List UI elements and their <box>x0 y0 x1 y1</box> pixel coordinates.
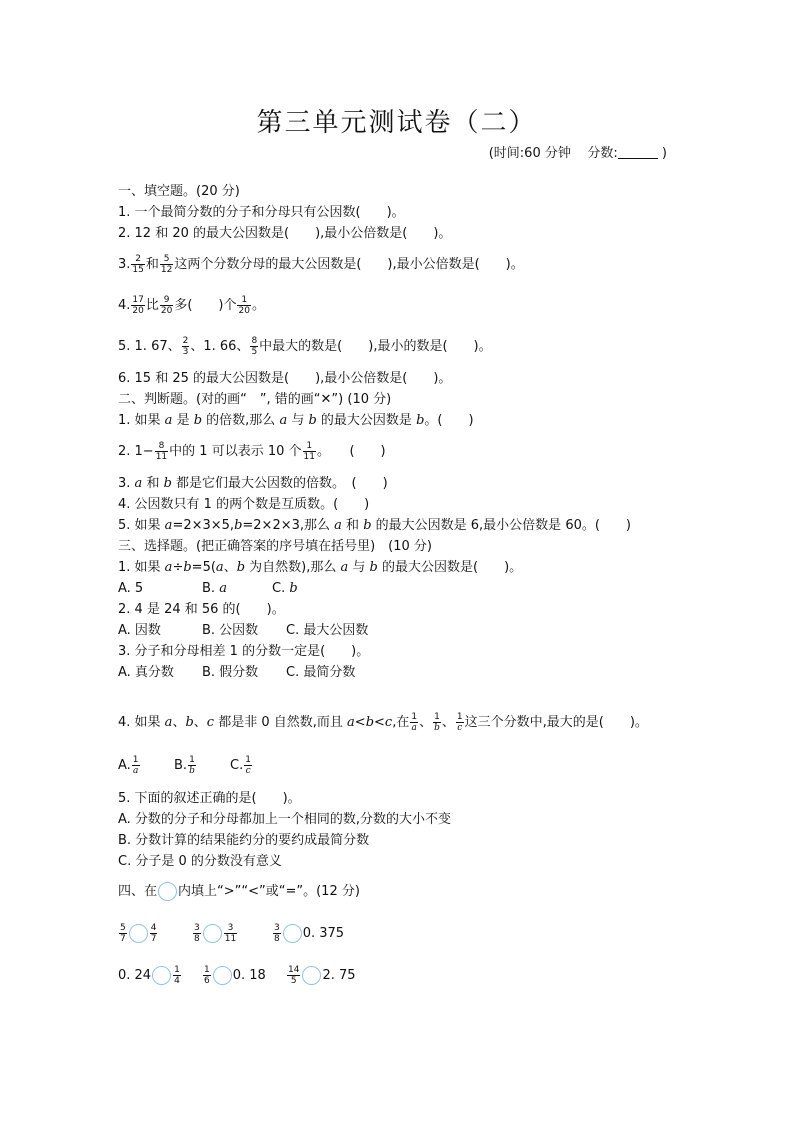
text-segment: ,在 <box>392 715 410 730</box>
denominator: a <box>132 766 139 776</box>
fraction <box>273 923 281 944</box>
text-segment: B. <box>202 581 220 596</box>
numerator: 4 <box>150 923 157 933</box>
option-a: A. 5 <box>118 581 144 596</box>
text-segment: 四、在 <box>118 884 158 899</box>
fraction <box>433 712 441 733</box>
s1-q3 <box>118 251 524 279</box>
denominator: 7 <box>120 934 126 944</box>
variable: b <box>363 518 372 533</box>
numerator: 1 <box>456 712 463 722</box>
denominator: 20 <box>132 306 144 316</box>
text-segment: 3. <box>118 476 135 491</box>
section-2-heading: 二、判断题。(对的画“ ”, 错的画“✕”) (10 分) <box>118 392 392 407</box>
denominator: 8 <box>194 934 200 944</box>
fraction <box>150 923 158 944</box>
option-a: A. 真分数 <box>118 665 174 680</box>
option-a <box>118 752 174 780</box>
text-segment: 0. 24 <box>118 968 152 983</box>
page-title: 第三单元测试卷（二） <box>256 108 537 138</box>
numerator: 2 <box>131 254 144 265</box>
text-segment: 、1. 66、 <box>190 339 250 354</box>
variable: a <box>164 413 173 428</box>
variable: b <box>289 581 298 596</box>
fraction <box>203 965 211 986</box>
option-b <box>202 580 272 598</box>
numerator: 1 <box>204 965 210 975</box>
compare-item <box>272 920 344 948</box>
answer-circle[interactable] <box>129 924 148 943</box>
text-segment: 中的 1 可以表示 10 个 <box>169 444 302 459</box>
text-segment: 的倍数,那么 <box>202 413 280 428</box>
s3-q4-options <box>118 752 253 780</box>
text-segment: =2×2×3,那么 <box>242 518 335 533</box>
text-segment: 4. 如果 <box>118 715 165 730</box>
compare-circle-icon <box>158 882 177 901</box>
fraction <box>173 965 181 986</box>
s4-row-2 <box>118 962 356 990</box>
denominator: 8 <box>274 934 280 944</box>
variable: a <box>164 560 173 575</box>
denominator: 11 <box>303 452 315 462</box>
numerator: 3 <box>274 923 280 933</box>
s3-q5: 5. 下面的叙述正确的是( )。 <box>118 791 301 806</box>
variable: b <box>183 560 192 575</box>
text-segment: 2. 1− <box>118 444 154 459</box>
text-segment: 这三个分数中,最大的是( )。 <box>464 715 648 730</box>
answer-circle[interactable] <box>302 966 321 985</box>
text-segment: 的最大公因数是 6,最小公倍数是 60。( ) <box>371 518 632 533</box>
fraction <box>160 254 173 275</box>
denominator: 6 <box>204 976 210 986</box>
text-segment: 1. 如果 <box>118 560 165 575</box>
fraction <box>132 755 140 776</box>
fraction <box>287 965 300 986</box>
numerator: 5 <box>160 254 173 265</box>
text-segment: 0. 18 <box>232 968 266 983</box>
option-b: B. 假分数 <box>202 665 259 680</box>
score-blank <box>618 146 658 159</box>
text-segment: 。 <box>251 298 265 313</box>
exam-meta <box>489 142 667 161</box>
fraction <box>193 923 201 944</box>
variable: b <box>365 715 375 730</box>
denominator: 20 <box>238 306 250 316</box>
denominator: c <box>457 723 463 733</box>
s3-q3-options <box>118 664 355 682</box>
text-segment: 、 <box>172 715 186 730</box>
s2-q1 <box>118 412 474 430</box>
numerator: 2 <box>182 336 189 346</box>
variable: b <box>193 413 203 428</box>
compare-item <box>202 962 286 990</box>
numerator: 5 <box>120 923 126 933</box>
variable: a <box>164 518 173 533</box>
text-segment: < <box>354 715 366 730</box>
text-segment: 是 <box>172 413 194 428</box>
text-segment: =2×3×5, <box>172 518 235 533</box>
numerator: 1 <box>303 441 316 452</box>
numerator: 1 <box>245 755 251 765</box>
text-segment: 的最大公因数是( )。 <box>377 560 523 575</box>
fraction <box>224 923 237 944</box>
fraction <box>119 923 127 944</box>
answer-circle[interactable] <box>283 924 302 943</box>
option-b: B. 公因数 <box>202 623 259 638</box>
answer-circle[interactable] <box>152 966 171 985</box>
text-segment: ) <box>661 146 667 161</box>
s3-q3: 3. 分子和分母相差 1 的分数一定是( )。 <box>118 644 370 659</box>
text-segment: 都是它们最大公因数的倍数。 ( ) <box>171 476 388 491</box>
fraction <box>155 441 168 462</box>
variable: a <box>347 715 355 730</box>
text-segment: < <box>374 715 385 730</box>
option-c: C. 最大公因数 <box>286 623 369 638</box>
score-label: 分数: <box>587 146 618 161</box>
denominator: 3 <box>182 347 189 357</box>
text-segment: 0. 375 <box>302 926 345 941</box>
variable: b <box>416 413 425 428</box>
denominator: 7 <box>150 934 157 944</box>
s1-q2: 2. 12 和 20 的最大公因数是( ),最小公倍数是( )。 <box>118 226 452 241</box>
s2-q4: 4. 公因数只有 1 的两个数是互质数。( ) <box>118 497 370 512</box>
denominator: 11 <box>155 452 168 462</box>
variable: a <box>334 518 342 533</box>
compare-item <box>286 962 356 990</box>
s1-q6: 6. 15 和 25 的最大公因数是( ),最小公倍数是( )。 <box>118 371 452 386</box>
variable: b <box>163 476 172 491</box>
variable: b <box>234 518 243 533</box>
text-segment: ÷ <box>172 560 184 575</box>
s1-q4 <box>118 292 265 320</box>
fraction <box>250 336 258 357</box>
text-segment: 5. 如果 <box>118 518 165 533</box>
denominator: 12 <box>160 265 173 275</box>
variable: b <box>236 560 246 575</box>
text-segment: 中最大的数是( ),最小的数是( )。 <box>259 339 492 354</box>
numerator: 1 <box>237 295 250 306</box>
variable: b <box>369 560 378 575</box>
s1-q5 <box>118 333 492 361</box>
s4-row-1 <box>118 920 344 948</box>
fraction <box>456 712 464 733</box>
fraction <box>182 336 190 357</box>
s2-q2 <box>118 438 386 466</box>
text-segment: 。 ( ) <box>316 444 386 459</box>
text-segment: 1. 如果 <box>118 413 165 428</box>
denominator: 4 <box>174 976 180 986</box>
variable: a <box>219 581 227 596</box>
text-segment: C. <box>230 758 244 773</box>
s3-q5-option-c: C. 分子是 0 的分数没有意义 <box>118 854 282 869</box>
text-segment: 和 <box>145 257 159 272</box>
fraction <box>410 712 418 733</box>
variable: a <box>279 413 288 428</box>
denominator: 5 <box>251 347 258 357</box>
text-segment: A. <box>118 758 131 773</box>
variable: b <box>185 715 194 730</box>
text-segment: 、 <box>419 715 433 730</box>
option-c <box>272 580 298 598</box>
variable: c <box>206 715 215 730</box>
variable: b <box>308 413 317 428</box>
text-segment: 比 <box>145 298 159 313</box>
fraction <box>131 254 144 275</box>
numerator: 1 <box>189 755 195 765</box>
text-segment: 、 <box>193 715 207 730</box>
numerator: 9 <box>160 295 173 306</box>
text-segment: 多( )个 <box>174 298 237 313</box>
text-segment: 与 <box>348 560 370 575</box>
numerator: 1 <box>411 712 418 722</box>
denominator: b <box>189 766 195 776</box>
numerator: 14 <box>288 965 300 975</box>
denominator: 15 <box>132 265 144 275</box>
variable: a <box>340 560 349 575</box>
section-3-heading: 三、选择题。(把正确答案的序号填在括号里) (10 分) <box>118 539 432 554</box>
fraction <box>244 755 252 776</box>
s2-q3 <box>118 475 388 493</box>
numerator: 8 <box>251 336 258 346</box>
section-4-heading <box>118 878 360 906</box>
denominator: c <box>245 766 251 776</box>
time-label: (时间:60 分钟 <box>488 146 571 161</box>
numerator: 17 <box>132 295 144 305</box>
denominator: 20 <box>160 306 173 316</box>
text-segment: 5. 1. 67、 <box>118 339 181 354</box>
option-a: A. 因数 <box>118 623 161 638</box>
denominator: 5 <box>290 976 297 986</box>
section-1-heading: 一、填空题。(20 分) <box>118 184 240 199</box>
fraction <box>303 441 316 462</box>
text-segment: B. <box>174 758 188 773</box>
denominator: b <box>434 723 440 733</box>
numerator: 3 <box>194 923 200 933</box>
variable: c <box>384 715 393 730</box>
answer-circle[interactable] <box>203 924 222 943</box>
text-segment: 2. 75 <box>322 968 356 983</box>
s3-q5-option-a: A. 分数的分子和分母都加上一个相同的数,分数的大小不变 <box>118 812 452 827</box>
text-segment: 都是非 0 自然数,而且 <box>214 715 348 730</box>
option-b <box>174 752 230 780</box>
text-segment: 和 <box>341 518 364 533</box>
text-segment: 。( ) <box>424 413 474 428</box>
text-segment: 、 <box>441 715 455 730</box>
fraction <box>237 295 250 316</box>
s2-q5 <box>118 517 631 535</box>
variable: a <box>134 476 143 491</box>
numerator: 1 <box>132 755 139 765</box>
s3-q4 <box>118 709 648 737</box>
denominator: 11 <box>224 934 237 944</box>
fraction <box>160 295 173 316</box>
numerator: 8 <box>155 441 168 452</box>
variable: a <box>215 560 224 575</box>
denominator: a <box>411 723 417 733</box>
s3-q2: 2. 4 是 24 和 56 的( )。 <box>118 602 285 617</box>
s3-q1 <box>118 559 522 577</box>
text-segment: 和 <box>142 476 164 491</box>
text-segment: 内填上“>”“<”或“=”。(12 分) <box>178 884 360 899</box>
numerator: 1 <box>434 712 440 722</box>
numerator: 3 <box>224 923 237 934</box>
option-c <box>230 752 253 780</box>
fraction <box>188 755 196 776</box>
text-segment: C. <box>272 581 290 596</box>
fraction <box>131 295 144 316</box>
text-segment: 、 <box>223 560 237 575</box>
text-segment: =5( <box>191 560 216 575</box>
s3-q5-option-b: B. 分数计算的结果能约分的要约成最简分数 <box>118 833 370 848</box>
text-segment: 与 <box>287 413 309 428</box>
text-segment: 的最大公因数是 <box>316 413 417 428</box>
option-c: C. 最简分数 <box>286 665 356 680</box>
text-segment: 这两个分数分母的最大公因数是( ),最小公倍数是( )。 <box>174 257 524 272</box>
compare-item <box>118 920 192 948</box>
numerator: 1 <box>174 965 180 975</box>
text-segment: 为自然数),那么 <box>245 560 341 575</box>
variable: a <box>164 715 173 730</box>
s3-q2-options <box>118 622 368 640</box>
s1-q1: 1. 一个最简分数的分子和分母只有公因数( )。 <box>118 205 405 220</box>
answer-circle[interactable] <box>213 966 232 985</box>
text-segment: 3. <box>118 257 131 272</box>
text-segment: 4. <box>118 298 131 313</box>
compare-item <box>118 962 202 990</box>
s3-q1-options <box>118 580 298 598</box>
compare-item <box>192 920 272 948</box>
